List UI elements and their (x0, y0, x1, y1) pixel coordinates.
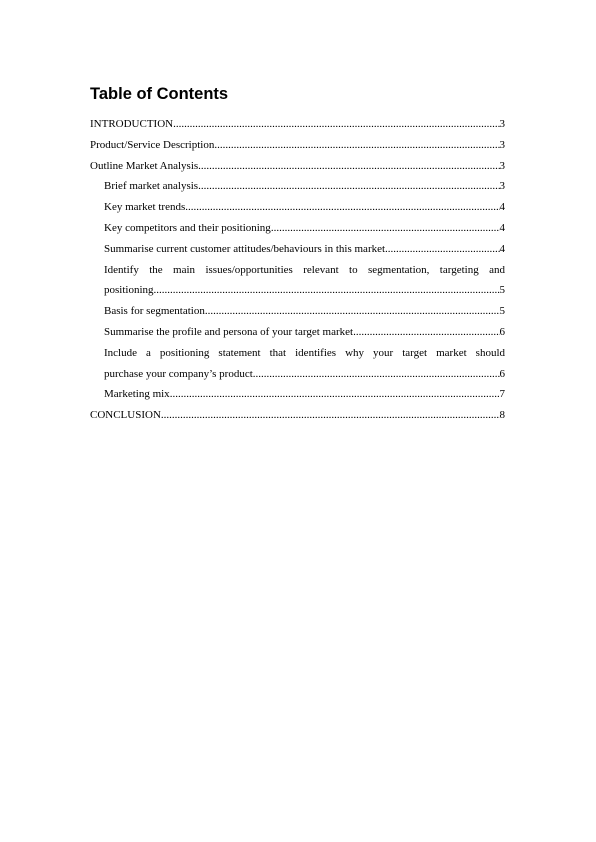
toc-leader-dots (154, 280, 500, 301)
toc-entry-marketing-mix[interactable] (90, 384, 505, 405)
toc-entry-target-market-profile[interactable] (90, 322, 505, 343)
toc-leader-dots (271, 218, 500, 239)
toc-entry-page: 8 (499, 409, 505, 422)
toc-entry-page: 5 (499, 284, 505, 297)
toc-entry-text: Summarise current customer attitudes/behaviours in this market (104, 242, 386, 255)
toc-entry-page: 5 (499, 305, 505, 318)
toc-entry-text: Marketing mix (104, 388, 170, 401)
toc-entry-line2 (104, 280, 505, 301)
toc-entry-page: 3 (499, 118, 505, 130)
toc-entry-text: Product/Service Description (90, 138, 215, 151)
toc-entry-text: Key market trends (104, 201, 186, 214)
toc-leader-dots (205, 301, 500, 322)
toc-entry-key-competitors[interactable] (90, 218, 505, 239)
toc-leader-dots (385, 239, 499, 260)
toc-entry-basis-for-segmentation[interactable] (90, 301, 505, 322)
toc-entry-text: INTRODUCTION (90, 118, 174, 130)
toc-entry-page: 7 (499, 388, 505, 401)
toc-entry-positioning-statement[interactable] (90, 343, 505, 385)
toc-entry-page: 6 (499, 367, 505, 380)
toc-entry-outline-market-analysis[interactable] (90, 156, 505, 177)
toc-entry-page: 4 (499, 201, 505, 214)
toc-entry-text: Basis for segmentation (104, 305, 205, 318)
toc-title: Table of Contents (90, 85, 229, 103)
toc-entry-text-line1: Identify the main issues/opportunities relevant to segmentation, targeting and (104, 263, 505, 276)
toc-entry-text: Brief market analysis (104, 180, 199, 193)
toc-entry-product-service-description[interactable] (90, 135, 505, 156)
toc-entry-key-market-trends[interactable] (90, 197, 505, 218)
toc-leader-dots (161, 405, 500, 426)
toc-entry-line2 (104, 364, 505, 385)
toc-entry-text: Outline Market Analysis (90, 159, 199, 172)
toc-entry-page: 6 (499, 325, 505, 338)
toc-entry-page: 4 (499, 221, 505, 234)
toc-leader-dots (214, 135, 499, 156)
toc-entry-customer-attitudes[interactable] (90, 239, 505, 260)
toc-leader-dots (253, 364, 500, 385)
toc-entry-page: 3 (499, 180, 505, 193)
toc-leader-dots (170, 384, 500, 405)
toc-list (90, 114, 505, 426)
toc-leader-dots (353, 322, 499, 343)
toc-entry-brief-market-analysis[interactable] (90, 176, 505, 197)
toc-entry-conclusion[interactable] (90, 405, 505, 426)
toc-entry-text-line1: Include a positioning statement that identifies why your target market should (104, 346, 505, 359)
toc-leader-dots (198, 176, 499, 197)
toc-leader-dots (185, 197, 499, 218)
toc-leader-dots (173, 114, 499, 135)
toc-entry-page: 4 (499, 242, 505, 255)
toc-entry-text: Key competitors and their positioning (104, 221, 271, 234)
toc-entry-text-line2: positioning (104, 284, 154, 297)
toc-entry-text-line2: purchase your company’s product (104, 367, 253, 380)
toc-entry-page: 3 (499, 159, 505, 172)
toc-entry-page: 3 (499, 138, 505, 151)
toc-entry-identify-issues[interactable] (90, 260, 505, 302)
toc-entry-text: Summarise the profile and persona of your target market (104, 325, 354, 338)
toc-entry-text: CONCLUSION (90, 409, 161, 422)
toc-entry-introduction[interactable] (90, 114, 505, 135)
toc-leader-dots (198, 156, 499, 177)
